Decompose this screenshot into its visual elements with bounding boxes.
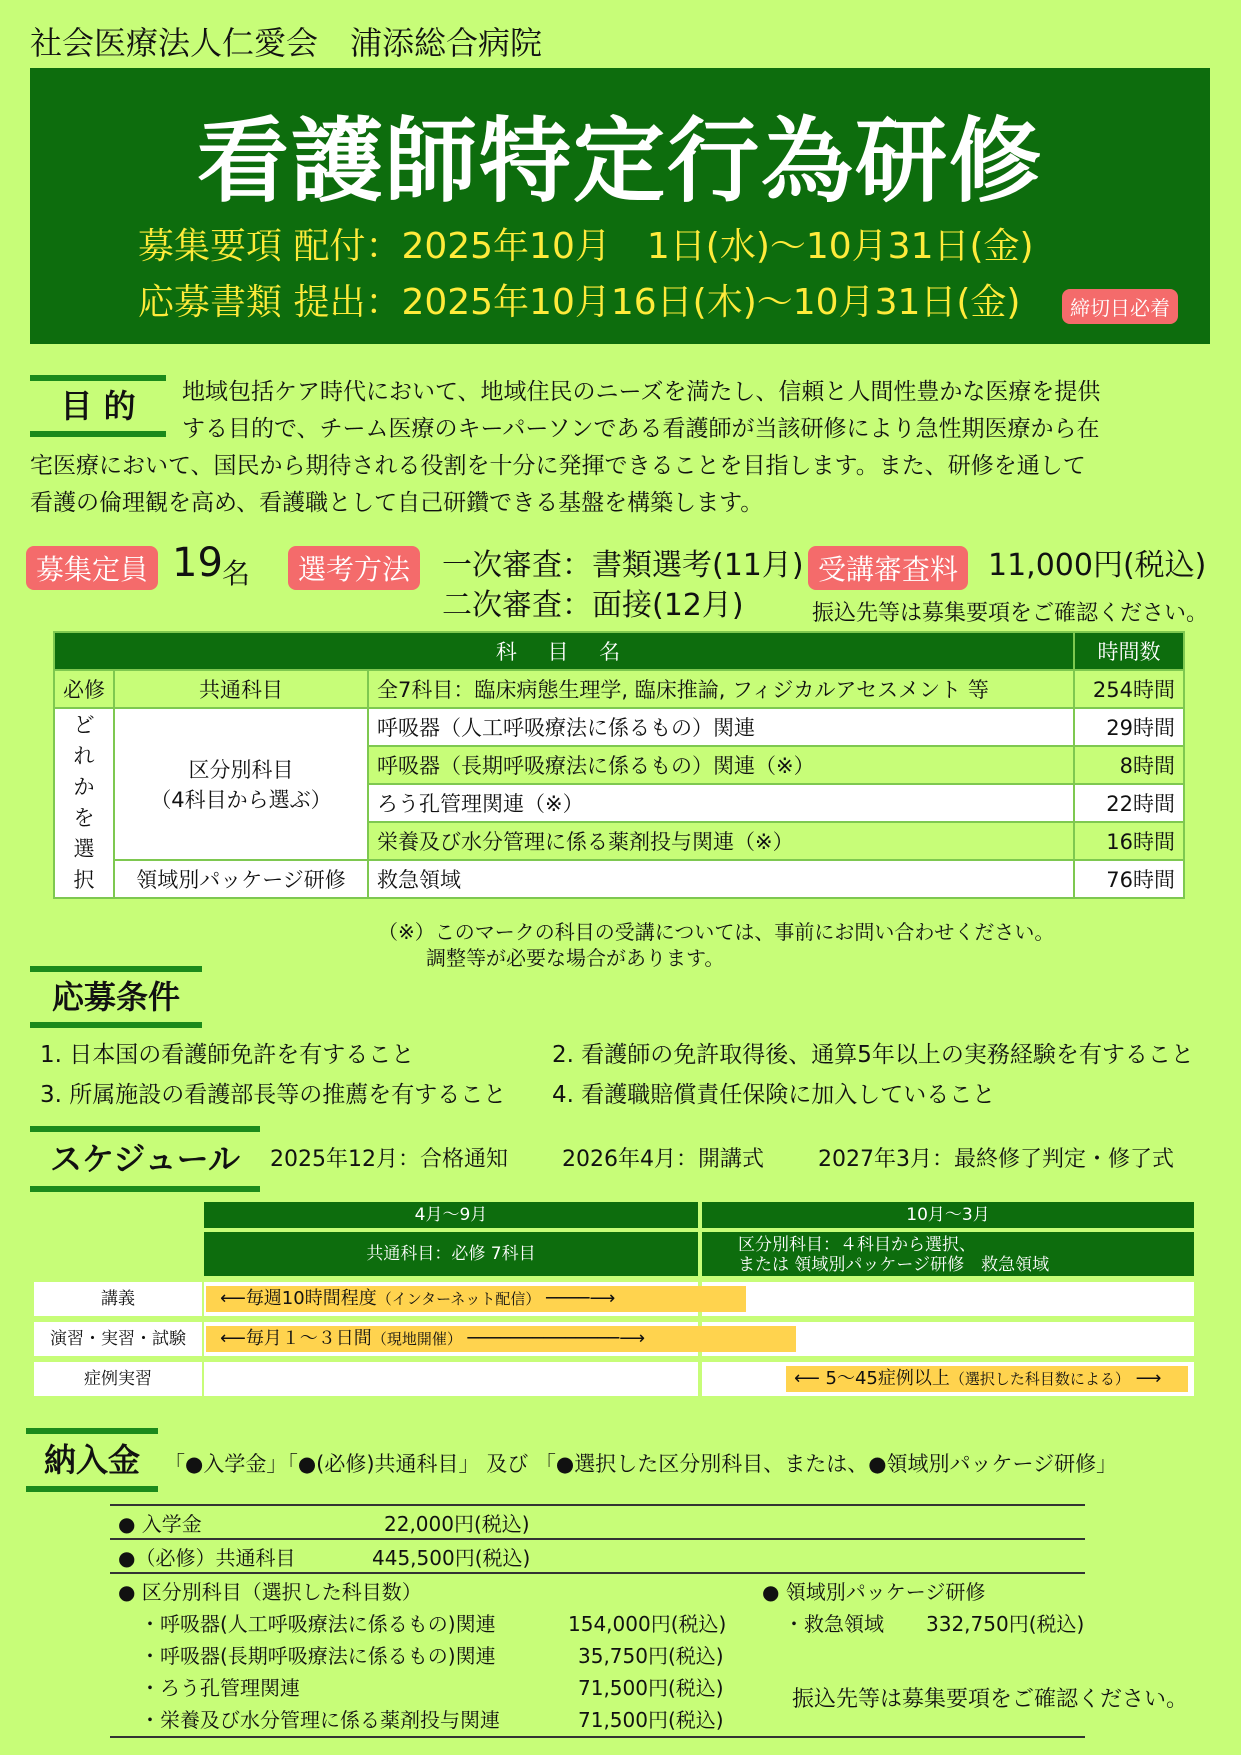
division-subject-sublabel: （4科目から選ぶ） [150,788,332,812]
fee-item-2-value: 35,750円(税込) [578,1644,724,1668]
choose-one-label: どれかを選択 [73,713,95,892]
fee-item-4-name: ・栄養及び水分管理に係る薬剤投与関連 [140,1708,500,1732]
lecture-bar-sublabel: （インターネット配信） [376,1290,541,1308]
lecture-bar: ⟵毎週10時間程度（インターネット配信） ────⟶ [206,1286,746,1312]
fee-item-2-name: ・呼吸器(長期呼吸療法に係るもの)関連 [140,1644,496,1668]
recruit-label: 募集定員 [26,546,158,590]
recruit-count: 19 [172,540,223,586]
selection-label: 選考方法 [288,546,420,590]
organization-name: 社会医療法人仁愛会 浦添総合病院 [30,24,543,62]
common-subject-label: 共通科目 [114,670,368,708]
case-bar-label: 5～45症例以上 [825,1368,950,1389]
required-label: 必修 [54,670,114,708]
condition-4: 4. 看護職賠償責任保険に加入していること [552,1082,996,1108]
exam-fee-value: 11,000円(税込) [988,548,1207,583]
row-label-practice: 演習・実習・試験 [50,1329,186,1349]
fees-heading: 納入金 [26,1428,158,1492]
schedule-milestone-1: 2025年12月：合格通知 [270,1147,508,1172]
fee-package-item: ・救急領域 [784,1612,884,1636]
fee-division-label: ● 区分別科目（選択した科目数） [118,1580,422,1604]
purpose-line-3: 宅医療において、国民から期待される役割を十分に発揮できることを目指します。また、研修を通して [30,453,1086,479]
schedule-heading: スケジュール [30,1126,260,1192]
row-label-case: 症例実習 [84,1369,152,1389]
lecture-bar-label: 毎週10時間程度 [245,1288,377,1309]
deadline-badge: 締切日必着 [1062,289,1178,324]
fee-common-label: ●（必修）共通科目 [118,1546,296,1570]
recruit-unit: 名 [222,557,251,590]
purpose-line-1: 地域包括ケア時代において、地域住民のニーズを満たし、信頼と人間性豊かな医療を提供 [182,379,1101,405]
fee-common-value: 445,500円(税込) [372,1546,531,1570]
case-bar: ⟵ 5～45症例以上（選択した科目数による） ⟶ [786,1366,1188,1392]
package-hours: 76時間 [1074,860,1184,898]
purpose-line-2: する目的で、チーム医療のキーパーソンである看護師が当該研修により急性期医療から在 [182,416,1100,442]
practice-bar-sublabel: （現地開催） [371,1330,462,1348]
period-1-header: 4月～9月 [204,1202,698,1228]
fee-item-3-name: ・ろう孔管理関連 [140,1676,300,1700]
fee-note: 振込先等は募集要項をご確認ください。 [792,1687,1189,1712]
selection-first: 一次審査：書類選考(11月) [442,548,804,583]
exam-fee-label: 受講審査料 [808,546,968,590]
row-label-lecture: 講義 [101,1289,135,1309]
division-row-2-name: 呼吸器（長期呼吸療法に係るもの）関連（※） [368,746,1074,784]
period-1-desc: 共通科目：必修 7科目 [204,1232,698,1276]
fees-summary: 「●入学金」「●(必修)共通科目」 及び 「●選択した区分別科目、または、●領域別パッケージ研修」 [164,1452,1118,1476]
fee-package-label: ● 領域別パッケージ研修 [762,1580,986,1604]
period-2-header: 10月～3月 [702,1202,1194,1228]
period-2-desc-line-1: 区分別科目：４科目から選択、 [738,1235,976,1255]
fee-item-1-name: ・呼吸器(人工呼吸療法に係るもの)関連 [140,1612,496,1636]
conditions-heading: 応募条件 [30,966,202,1028]
package-name: 救急領域 [368,860,1074,898]
purpose-text [30,374,1210,522]
condition-2: 2. 看護師の免許取得後、通算5年以上の実務経験を有すること [552,1042,1194,1068]
division-row-4-name: 栄養及び水分管理に係る薬剤投与関連（※） [368,822,1074,860]
distribution-period: 募集要項 配付：2025年10月 1日(水)～10月31日(金) [138,226,1034,267]
division-row-3-hours: 22時間 [1074,784,1184,822]
exam-fee-note: 振込先等は募集要項をご確認ください。 [812,601,1209,626]
period-2-desc [702,1232,1194,1276]
fee-package-value: 332,750円(税込) [926,1612,1085,1636]
title-banner [30,68,1210,344]
condition-1: 1. 日本国の看護師免許を有すること [40,1042,415,1068]
division-row-3-name: ろう孔管理関連（※） [368,784,1074,822]
division-subject-label: 区分別科目 [188,758,294,782]
fee-entrance-value: 22,000円(税込) [384,1512,530,1536]
division-row-1-name: 呼吸器（人工呼吸療法に係るもの）関連 [368,708,1074,746]
package-label: 領域別パッケージ研修 [114,860,368,898]
purpose-line-4: 看護の倫理観を高め、看護職として自己研鑽できる基盤を構築します。 [30,490,764,516]
col-subject-header: 科 目 名 [54,632,1074,670]
case-bar-sublabel: （選択した科目数による） [949,1370,1130,1388]
fee-item-4-value: 71,500円(税込) [578,1708,724,1732]
page-title: 看護師特定行為研修 [196,108,1043,215]
schedule-milestone-2: 2026年4月：開講式 [562,1147,764,1172]
selection-second: 二次審査：面接(12月) [442,588,744,623]
division-row-4-hours: 16時間 [1074,822,1184,860]
common-subject-desc: 全7科目：臨床病態生理学, 臨床推論, フィジカルアセスメント 等 [368,670,1074,708]
division-row-1-hours: 29時間 [1074,708,1184,746]
practice-bar-label: 毎月１～３日間 [245,1328,372,1349]
practice-bar: ⟵毎月１～３日間（現地開催） ──────────────⟶ [206,1326,796,1352]
schedule-milestone-3: 2027年3月：最終修了判定・修了式 [818,1147,1174,1172]
period-2-desc-line-2: または 領域別パッケージ研修 救急領域 [738,1255,1050,1275]
fee-item-1-value: 154,000円(税込) [568,1612,727,1636]
course-table [53,631,1185,899]
division-row-2-hours: 8時間 [1074,746,1184,784]
table-note-1: （※）このマークの科目の受講については、事前にお問い合わせください。 [378,920,1055,944]
fee-entrance-label: ● 入学金 [118,1512,202,1536]
fee-item-3-value: 71,500円(税込) [578,1676,724,1700]
table-note-2: 調整等が必要な場合があります。 [426,946,725,970]
common-subject-hours: 254時間 [1074,670,1184,708]
condition-3: 3. 所属施設の看護部長等の推薦を有すること [40,1082,507,1108]
submission-period: 応募書類 提出：2025年10月16日(木)～10月31日(金) [138,282,1021,323]
purpose-heading: 目 的 [30,375,166,437]
col-hours-header: 時間数 [1074,632,1184,670]
